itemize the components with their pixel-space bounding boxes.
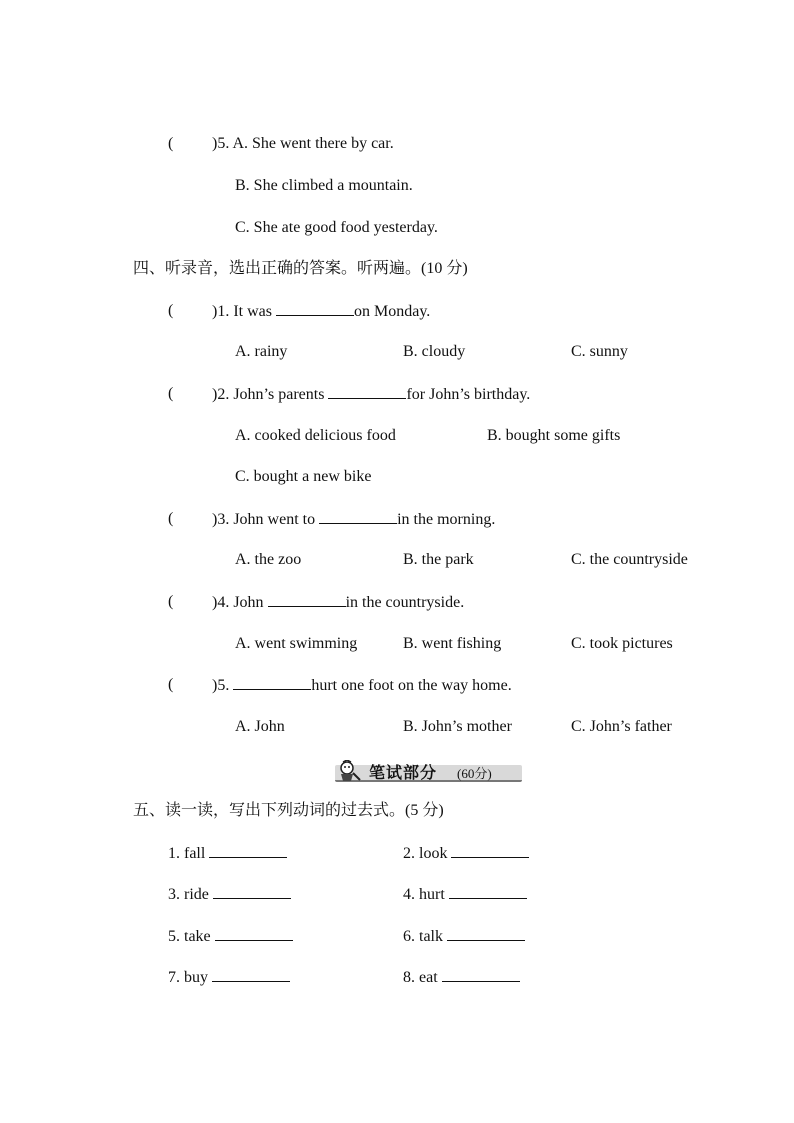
verb-item [168,967,290,988]
option-c: C. sunny [571,343,628,360]
option-c: C. the countryside [571,551,688,568]
answer-blank[interactable] [268,592,346,607]
option-c: C. John’s father [571,718,672,735]
banner-title: 笔试部分 [369,763,438,782]
question-prefix: )1. It was [212,303,276,320]
answer-paren[interactable]: ( [168,510,174,527]
option-b: B. John’s mother [403,718,512,735]
question-suffix: in the morning. [397,511,496,528]
answer-paren[interactable]: ( [168,135,174,152]
question-prefix: )4. John [212,594,268,611]
answer-blank[interactable] [442,967,520,982]
answer-blank[interactable] [319,509,397,524]
verb-item [168,884,291,905]
q3-5-option-c: C. She ate good food yesterday. [235,219,438,236]
option-b: B. cloudy [403,343,466,360]
question-suffix: in the countryside. [345,594,465,611]
option-c: C. took pictures [571,635,673,652]
verb-label: 4. hurt [403,886,445,903]
verb-label: 5. take [168,928,211,945]
s4-q1-text [212,301,430,322]
pencil-character-icon [333,760,363,782]
answer-paren[interactable]: ( [168,593,174,610]
option-c: C. bought a new bike [235,468,372,485]
verb-item [403,843,529,864]
answer-blank[interactable] [233,675,311,690]
s4-q5-text [212,675,512,696]
answer-blank[interactable] [209,843,287,858]
banner-score: (60分) [457,766,492,781]
verb-item [403,884,527,905]
verb-label: 2. look [403,845,448,862]
answer-blank[interactable] [215,926,293,941]
option-a: A. rainy [235,343,288,360]
verb-item [168,843,287,864]
verb-label: 3. ride [168,886,209,903]
question-prefix: )3. John went to [212,511,320,528]
option-a: A. the zoo [235,551,302,568]
answer-blank[interactable] [328,384,406,399]
option-a: A. John [235,718,285,735]
verb-item [403,967,520,988]
q3-5-text: )5. A. She went there by car. [212,135,394,152]
option-b: B. the park [403,551,474,568]
option-b: B. went fishing [403,635,502,652]
question-prefix: )5. [212,677,234,694]
answer-blank[interactable] [447,926,525,941]
question-suffix: hurt one foot on the way home. [311,677,512,694]
verb-label: 6. talk [403,928,443,945]
answer-blank[interactable] [212,967,290,982]
section-4-title: 四、听录音，选出正确的答案。听两遍。(10 分) [133,260,468,277]
answer-blank[interactable] [276,301,354,316]
s4-q2-text [212,384,530,405]
question-prefix: )2. John’s parents [212,386,329,403]
written-section-banner [325,760,522,782]
q3-5-option-b: B. She climbed a mountain. [235,177,413,194]
answer-paren[interactable]: ( [168,302,174,319]
section-5-title: 五、读一读，写出下列动词的过去式。(5 分) [133,802,444,819]
option-b: B. bought some gifts [487,427,621,444]
s4-q3-text [212,509,495,530]
verb-label: 1. fall [168,845,206,862]
option-a: A. cooked delicious food [235,427,396,444]
s4-q4-text [212,592,464,613]
answer-blank[interactable] [213,884,291,899]
verb-label: 7. buy [168,969,208,986]
option-a: A. went swimming [235,635,358,652]
question-suffix: on Monday. [353,303,431,320]
verb-label: 8. eat [403,969,438,986]
answer-blank[interactable] [451,843,529,858]
question-suffix: for John’s birthday. [406,386,531,403]
answer-blank[interactable] [449,884,527,899]
answer-paren[interactable]: ( [168,676,174,693]
verb-item [403,926,525,947]
answer-paren[interactable]: ( [168,385,174,402]
verb-item [168,926,293,947]
